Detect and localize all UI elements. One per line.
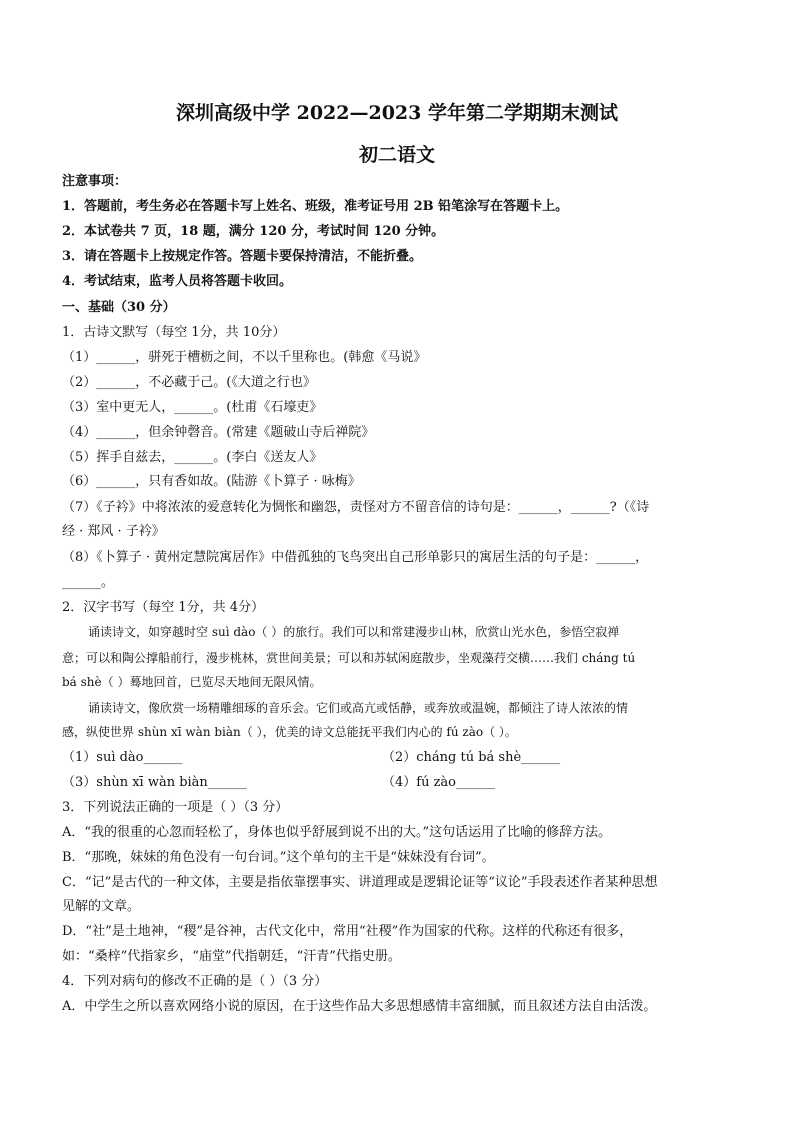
question-1-item: （6）______，只有香如故。(陆游《卜算子 · 咏梅》 [62,474,361,489]
question-2-answer: （3）shùn xī wàn biàn______ [62,775,247,790]
note-item: 3．请在答题卡上按规定作答。答题卡要保持清洁，不能折叠。 [62,249,423,264]
question-2-passage-line: 意；可以和陶公撑船前行，漫步桃林，赏世间美景；可以和苏轼闲庭散步，坐观藻荇交横……我们 cháng tú [62,651,636,665]
question-1-item: （3）室中更无人，______。(杜甫《石壕吏》 [62,400,323,415]
question-3-option: D．“社”是土地神，“稷”是谷神，古代文化中，常用“社稷”作为国家的代称。这样的代称还有很多， [62,924,633,939]
question-2-answer: （4）fú zào______ [382,775,496,790]
question-3-option: 见解的文章。 [62,899,141,914]
question-1-item: 经 · 郑风 · 子衿》 [62,524,165,539]
note-item: 4．考试结束，监考人员将答题卡收回。 [62,274,293,289]
question-1-item: （8）《卜算子 · 黄州定慧院寓居作》中借孤独的飞鸟突出自己形单影只的寓居生活的句子是：______， [62,550,649,565]
question-1-item: （4）______，但余钟磬音。(常建《题破山寺后禅院》 [62,425,375,440]
question-1-item: （1）______，骈死于槽枥之间，不以千里称也。(韩愈《马说》 [62,350,427,365]
question-3-option: C．“记”是古代的一种文体，主要是指依靠摆事实、讲道理或是逻辑论证等“议论”手段表述作者某种思想 [62,875,658,890]
question-2-answer: （2）cháng tú bá shè______ [382,750,561,765]
question-2-passage-line: 感，纵使世界 shùn xī wàn biàn（ ），优美的诗文总能抚平我们内心的 fú zào（ ）。 [62,725,517,739]
question-2-answer-row [62,773,734,793]
question-1-item: （7）《子衿》中将浓浓的爱意转化为惆怅和幽怨，责怪对方不留音信的诗句是：______，______?（《诗 [62,500,650,515]
question-4-head: 4．下列对病句的修改不正确的是（ ）（3 分） [62,974,328,989]
note-item: 2．本试卷共 7 页，18 题，满分 120 分，考试时间 120 分钟。 [62,224,445,239]
notes-heading: 注意事项： [62,174,128,189]
section-heading: 一、基础（30 分） [62,300,176,315]
question-3-head: 3．下列说法正确的一项是（ ）（3 分） [62,800,289,815]
question-3-option: A．“我的很重的心忽而轻松了，身体也似乎舒展到说不出的大。”这句话运用了比喻的修辞方法。 [62,825,612,840]
question-4-option: A．中学生之所以喜欢网络小说的原因，在于这些作品大多思想感情丰富细腻，而且叙述方法自由活泼。 [62,999,657,1014]
exam-title: 深圳高级中学 2022—2023 学年第二学期期末测试 [176,102,618,124]
question-2-passage-line: 诵读诗文，像欣赏一场精雕细琢的音乐会。它们或高亢或恬静，或奔放或温婉，都倾注了诗人浓浓的情 [88,701,629,715]
question-1-item: ______。 [62,575,115,590]
question-2-passage-line: bá shè（ ）蓦地回首，已览尽天地间无限风情。 [62,675,322,689]
question-1-head: 1．古诗文默写（每空 1分，共 10分） [62,325,286,340]
note-item: 1．答题前，考生务必在答题卡写上姓名、班级，准考证号用 2B 铅笔涂写在答题卡上。 [62,199,569,214]
question-2-passage-line: 诵读诗文，如穿越时空 suì dào（ ）的旅行。我们可以和常建漫步山林，欣赏山光水色，参悟空寂禅 [88,625,620,639]
question-1-item: （5）挥手自兹去，______。(李白《送友人》 [62,450,323,465]
question-3-option: 如：“桑梓”代指家乡，“庙堂”代指朝廷，“汗青”代指史册。 [62,949,401,964]
question-2-head: 2．汉字书写（每空 1分，共 4分） [62,600,265,615]
exam-subtitle: 初二语文 [358,144,435,166]
question-2-answer-row [62,748,734,768]
question-1-item: （2）______，不必藏于己。(《大道之行也》 [62,375,316,390]
question-2-answer: （1）suì dào______ [62,750,183,765]
question-3-option: B．“那晚，妹妹的角色没有一句台词。”这个单句的主干是“妹妹没有台词”。 [62,850,495,865]
